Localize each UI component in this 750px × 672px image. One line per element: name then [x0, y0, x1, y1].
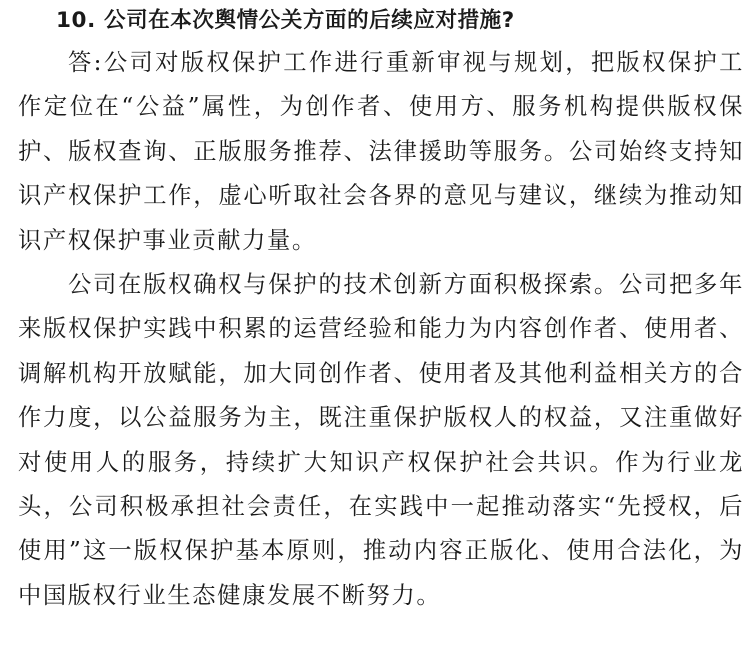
- answer-paragraph-1: 答:公司对版权保护工作进行重新审视与规划，把版权保护工作定位在“公益”属性，为创作者、使用方、服务机构提供版权保护、版权查询、正版服务推荐、法律援助等服务。公司始终支持知识产权保护工作，虚心听取社会各界的意见与建议，继续为推动知识产权保护事业贡献力量。: [18, 49, 744, 254]
- answer-paragraph-2: 公司在版权确权与保护的技术创新方面积极探索。公司把多年来版权保护实践中积累的运营经验和能力为内容创作者、使用者、调解机构开放赋能，加大同创作者、使用者及其他利益相关方的合作力度，以公益服务为主，既注重保护版权人的权益，又注重做好对使用人的服务，持续扩大知识产权保护社会共识。作为行业龙头，公司积极承担社会责任，在实践中一起推动落实“先授权，后使用”这一版权保护基本原则，推动内容正版化、使用合法化，为中国版权行业生态健康发展不断努力。: [18, 271, 744, 609]
- question-heading: 10. 公司在本次舆情公关方面的后续应对措施?: [56, 8, 515, 33]
